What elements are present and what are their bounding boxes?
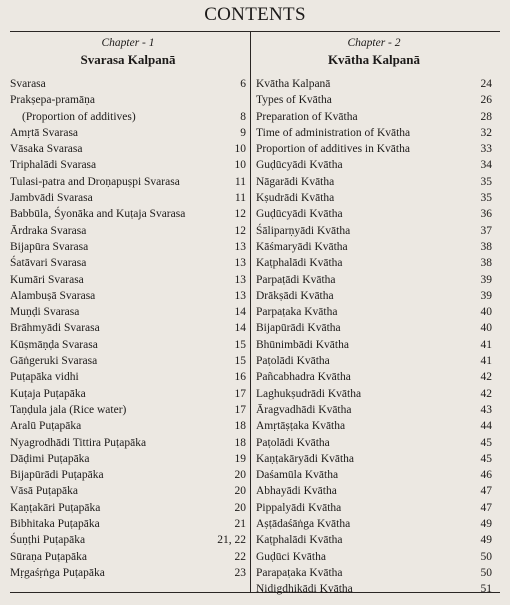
toc-entry <box>256 92 492 108</box>
toc-list <box>10 76 246 581</box>
entry-title: Kūṣmāṇḍa Svarasa <box>10 338 98 351</box>
toc-entry <box>256 141 492 157</box>
toc-entry <box>256 532 492 548</box>
right-column <box>256 36 492 598</box>
entry-page: 10 <box>234 159 246 172</box>
entry-page: 13 <box>234 273 246 286</box>
entry-page: 21 <box>234 518 246 531</box>
entry-page: 16 <box>234 371 246 384</box>
entry-page: 51 <box>480 583 492 596</box>
entry-page: 20 <box>234 501 246 514</box>
entry-title: Nidigdhikādi Kvātha <box>256 583 353 596</box>
entry-page: 39 <box>480 273 492 286</box>
entry-page: 14 <box>234 306 246 319</box>
entry-title: Guḍūcyādi Kvātha <box>256 159 343 172</box>
entry-title: Taṇḍula jala (Rice water) <box>10 403 127 416</box>
entry-page: 23 <box>234 566 246 579</box>
toc-entry <box>10 500 246 516</box>
toc-entry <box>10 76 246 92</box>
entry-title: Types of Kvātha <box>256 94 332 107</box>
entry-page: 34 <box>480 159 492 172</box>
entry-page: 33 <box>480 143 492 156</box>
toc-entry <box>10 320 246 336</box>
toc-entry <box>256 255 492 271</box>
entry-page: 11 <box>234 192 246 205</box>
bottom-rule <box>10 592 500 593</box>
entry-page: 20 <box>234 485 246 498</box>
entry-page: 17 <box>234 387 246 400</box>
entry-title: Preparation of Kvātha <box>256 110 358 123</box>
entry-title: Śatāvari Svarasa <box>10 257 87 270</box>
entry-page: 15 <box>234 338 246 351</box>
toc-entry <box>10 565 246 581</box>
toc-entry <box>10 255 246 271</box>
toc-entry <box>256 320 492 336</box>
toc-entry <box>10 402 246 418</box>
entry-page: 12 <box>234 208 246 221</box>
entry-page: 22 <box>234 550 246 563</box>
toc-entry <box>256 206 492 222</box>
entry-title: Parapaṭaka Kvātha <box>256 566 343 579</box>
section-heading: Kvātha Kalpanā <box>327 52 421 67</box>
toc-entry <box>256 76 492 92</box>
toc-entry <box>10 467 246 483</box>
toc-entry <box>256 500 492 516</box>
entry-page: 19 <box>234 452 246 465</box>
column-divider <box>250 32 251 592</box>
entry-title: Alambuṣā Svarasa <box>10 289 96 302</box>
toc-entry <box>256 467 492 483</box>
entry-title: Āragvadhādi Kvātha <box>256 403 352 416</box>
toc-entry <box>256 157 492 173</box>
entry-title: Śuṇṭhi Puṭapāka <box>10 534 86 547</box>
toc-entry <box>10 141 246 157</box>
entry-page: 50 <box>480 566 492 579</box>
page-title: CONTENTS <box>204 4 306 25</box>
entry-page: 24 <box>480 78 492 90</box>
entry-page: 50 <box>480 550 492 563</box>
toc-entry <box>10 223 246 239</box>
entry-page: 37 <box>480 224 492 237</box>
entry-page: 40 <box>480 322 492 335</box>
entry-page: 42 <box>480 387 492 400</box>
entry-title: (Proportion of additives) <box>22 110 136 123</box>
toc-entry <box>256 337 492 353</box>
toc-entry <box>256 353 492 369</box>
toc-entry <box>10 369 246 385</box>
entry-title: Bijapūra Svarasa <box>10 240 89 253</box>
entry-title: Guḍūcyādi Kvātha <box>256 208 343 221</box>
toc-entry <box>10 206 246 222</box>
entry-page: 38 <box>480 240 492 253</box>
entry-page: 35 <box>480 192 492 205</box>
entry-page: 41 <box>480 338 492 351</box>
entry-title: Abhayādi Kvātha <box>256 485 337 498</box>
toc-entry <box>256 190 492 206</box>
entry-page: 26 <box>480 94 492 107</box>
entry-title: Bibhitaka Puṭapāka <box>10 518 100 531</box>
toc-entry <box>10 353 246 369</box>
entry-title: Bhūnimbādi Kvātha <box>256 338 349 351</box>
entry-title: Daśamūla Kvātha <box>256 469 339 482</box>
entry-page: 41 <box>480 355 492 368</box>
chapter-heading: Chapter - 2 <box>347 37 401 49</box>
toc-entry <box>10 304 246 320</box>
entry-title: Kāśmaryādi Kvātha <box>256 240 348 253</box>
top-rule <box>10 31 500 32</box>
toc-entry <box>256 223 492 239</box>
entry-page: 18 <box>234 420 246 433</box>
entry-title: Kṣudrādi Kvātha <box>256 192 335 205</box>
entry-page: 14 <box>234 322 246 335</box>
entry-title: Parpaṭādi Kvātha <box>256 273 336 286</box>
entry-page: 21, 22 <box>217 534 246 547</box>
entry-title: Bijapūrādi Puṭapāka <box>10 469 104 482</box>
toc-entry <box>10 174 246 190</box>
entry-title: Parpaṭaka Kvātha <box>256 306 338 319</box>
toc-entry <box>10 337 246 353</box>
entry-title: Brāhmyādi Svarasa <box>10 322 100 335</box>
toc-entry <box>10 483 246 499</box>
toc-entry <box>10 190 246 206</box>
entry-page: 8 <box>240 110 246 123</box>
entry-title: Kaṇṭakāryādi Kvātha <box>256 452 355 465</box>
entry-title: Time of administration of Kvātha <box>256 126 411 139</box>
entry-title: Muṇḍi Svarasa <box>10 306 80 319</box>
entry-title: Ārdraka Svarasa <box>10 224 87 237</box>
entry-page: 18 <box>234 436 246 449</box>
toc-entry <box>256 239 492 255</box>
entry-title: Jambvādi Svarasa <box>10 192 93 205</box>
entry-page: 36 <box>480 208 492 221</box>
entry-title: Aralū Puṭapāka <box>10 420 82 433</box>
toc-entry <box>256 565 492 581</box>
toc-entry <box>10 435 246 451</box>
entry-title: Prakṣepa-pramāṇa <box>10 94 95 107</box>
toc-entry <box>256 516 492 532</box>
toc-list <box>256 76 492 598</box>
toc-entry <box>10 386 246 402</box>
entry-page: 13 <box>234 240 246 253</box>
toc-entry <box>256 451 492 467</box>
entry-title: Paṭolādi Kvātha <box>256 436 330 449</box>
toc-entry <box>256 272 492 288</box>
entry-page: 45 <box>480 452 492 465</box>
entry-title: Amṛtāṣṭaka Kvātha <box>256 420 346 433</box>
entry-page: 49 <box>480 534 492 547</box>
entry-page: 35 <box>480 175 492 188</box>
toc-entry <box>256 418 492 434</box>
entry-title: Bijapūrādi Kvātha <box>256 322 341 335</box>
toc-entry <box>256 402 492 418</box>
toc-entry <box>256 109 492 125</box>
entry-page: 46 <box>480 469 492 482</box>
left-column <box>10 36 246 581</box>
entry-title: Triphalādi Svarasa <box>10 159 97 172</box>
toc-entry <box>256 369 492 385</box>
toc-entry <box>10 549 246 565</box>
entry-page: 42 <box>480 371 492 384</box>
toc-entry <box>10 288 246 304</box>
entry-page: 32 <box>480 126 492 139</box>
entry-page: 13 <box>234 289 246 302</box>
entry-page: 47 <box>480 501 492 514</box>
toc-entry <box>256 549 492 565</box>
toc-entry <box>256 174 492 190</box>
entry-title: Dāḍimi Puṭapāka <box>10 452 90 465</box>
entry-page: 49 <box>480 518 492 531</box>
toc-entry <box>10 125 246 141</box>
entry-title: Aṣṭādaśāṅga Kvātha <box>256 518 351 531</box>
toc-entry <box>256 435 492 451</box>
toc-entry <box>10 109 246 125</box>
entry-page: 9 <box>240 126 246 139</box>
entry-title: Kaṭphalādi Kvātha <box>256 534 343 547</box>
entry-page: 38 <box>480 257 492 270</box>
toc-entry <box>10 157 246 173</box>
entry-page: 43 <box>480 403 492 416</box>
entry-page: 10 <box>234 143 246 156</box>
toc-entry <box>10 532 246 548</box>
entry-page: 45 <box>480 436 492 449</box>
toc-entry <box>256 288 492 304</box>
entry-page: 15 <box>234 355 246 368</box>
entry-title: Sūraṇa Puṭapāka <box>10 550 87 563</box>
entry-title: Svarasa <box>10 78 46 90</box>
entry-title: Gāṅgeruki Svarasa <box>10 355 98 368</box>
entry-title: Tulasi-patra and Droṇapuṣpi Svarasa <box>10 175 180 188</box>
entry-title: Kvātha Kalpanā <box>256 78 331 90</box>
entry-page: 44 <box>480 420 492 433</box>
toc-entry <box>10 239 246 255</box>
entry-title: Śāliparṇyādi Kvātha <box>256 224 351 237</box>
toc-entry <box>10 272 246 288</box>
entry-title: Amṛtā Svarasa <box>10 126 79 139</box>
entry-title: Vāsā Puṭapāka <box>10 485 79 498</box>
entry-page: 20 <box>234 469 246 482</box>
entry-page: 40 <box>480 306 492 319</box>
entry-page: 12 <box>234 224 246 237</box>
entry-title: Pañcabhadra Kvātha <box>256 371 351 384</box>
entry-title: Nāgarādi Kvātha <box>256 175 335 188</box>
entry-page: 6 <box>240 78 246 90</box>
entry-title: Nyagrodhādi Tittira Puṭapāka <box>10 436 147 449</box>
toc-entry <box>10 92 246 108</box>
entry-title: Kumāri Svarasa <box>10 273 84 286</box>
entry-title: Laghukṣudrādi Kvātha <box>256 387 362 400</box>
entry-title: Kaṭphalādi Kvātha <box>256 257 343 270</box>
toc-entry <box>256 125 492 141</box>
toc-entry <box>10 516 246 532</box>
entry-page: 39 <box>480 289 492 302</box>
entry-page: 17 <box>234 403 246 416</box>
entry-title: Mṛgaśṛṅga Puṭapāka <box>10 566 105 579</box>
toc-entry <box>10 418 246 434</box>
entry-title: Pippalyādi Kvātha <box>256 501 342 514</box>
entry-title: Kuṭaja Puṭapāka <box>10 387 86 400</box>
entry-title: Babbūla, Śyonāka and Kuṭaja Svarasa <box>10 208 186 221</box>
toc-entry <box>256 483 492 499</box>
toc-entry <box>256 581 492 597</box>
entry-title: Vāsaka Svarasa <box>10 143 83 156</box>
entry-page: 13 <box>234 257 246 270</box>
entry-title: Puṭapāka vidhi <box>10 371 79 384</box>
entry-page: 47 <box>480 485 492 498</box>
entry-title: Kaṇṭakāri Puṭapāka <box>10 501 101 514</box>
entry-title: Paṭolādi Kvātha <box>256 355 330 368</box>
entry-title: Drākṣādi Kvātha <box>256 289 334 302</box>
entry-page: 11 <box>234 175 246 188</box>
toc-entry <box>10 451 246 467</box>
toc-entry <box>256 304 492 320</box>
section-heading: Svarasa Kalpanā <box>80 52 176 67</box>
entry-title: Proportion of additives in Kvātha <box>256 143 410 156</box>
toc-entry <box>256 386 492 402</box>
entry-title: Guḍūci Kvātha <box>256 550 326 563</box>
chapter-heading: Chapter - 1 <box>101 37 155 49</box>
entry-page: 28 <box>480 110 492 123</box>
